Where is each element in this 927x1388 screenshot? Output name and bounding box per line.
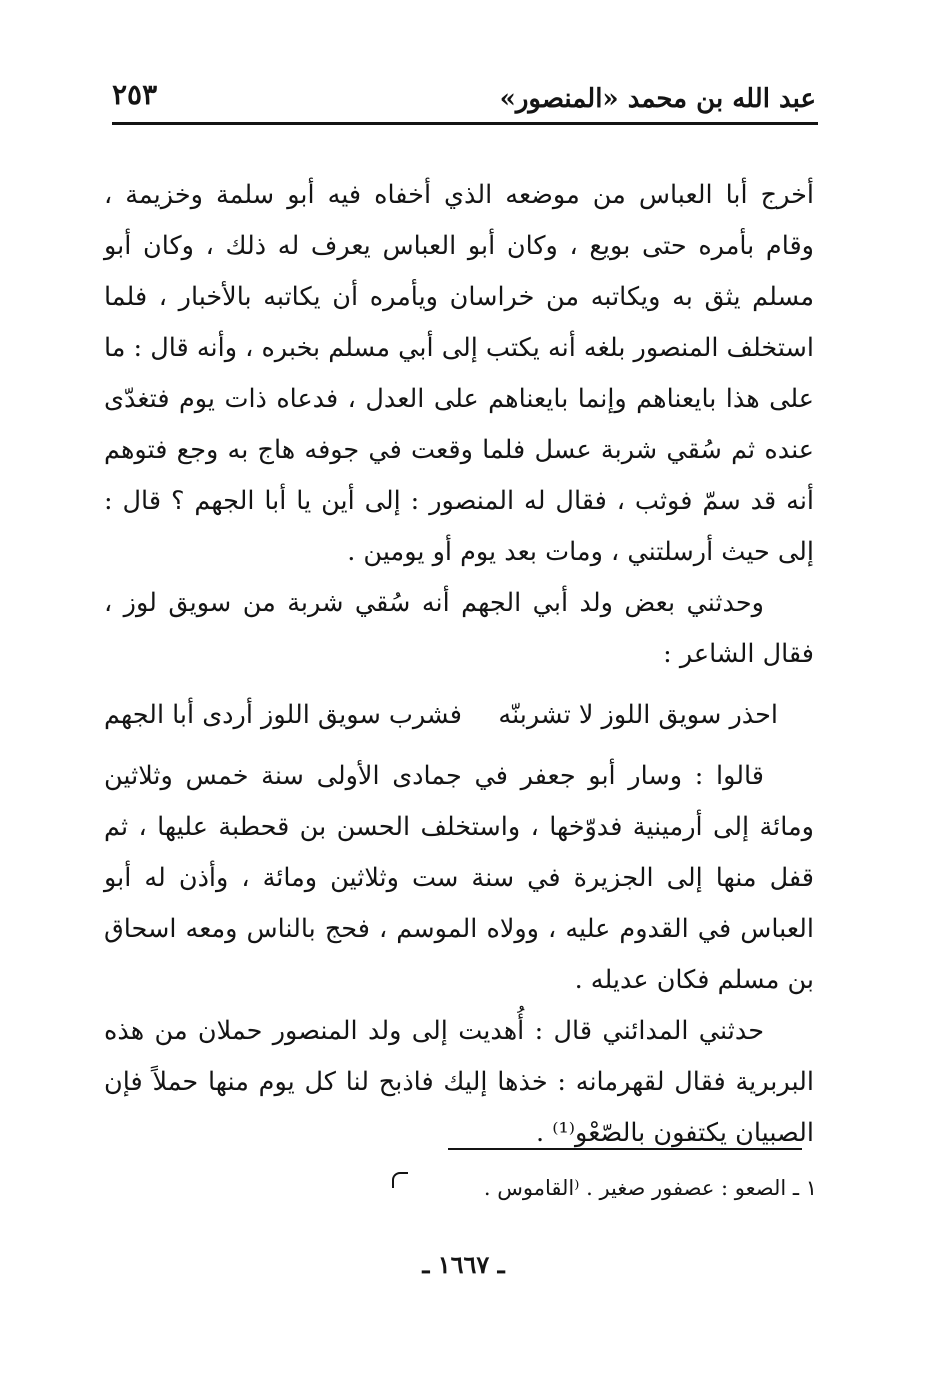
paragraph-3: قالوا : وسار أبو جعفر في جمادى الأولى سنة خمس وثلاثين ومائة إلى أرمينية فدوّخها ، واستخلف الحسن بن قحطبة عليها ، ثم قفل منها إلى الجزيرة في سنة ست وثلاثين ومائة ، وأذن له أبو العباس في القدوم عليه ، وولاه الموسم ، فحج بالناس ومعه اسحاق بن مسلم فكان عديله .	[104, 761, 814, 995]
verse-first-hemistich: احذر سويق اللوز لا تشربنّه	[498, 700, 778, 730]
footnote: ١ ـ الصعو : عصفور صغير . ⁽القاموس .	[483, 1176, 817, 1200]
page-number: ٢٥٣	[112, 78, 158, 111]
header-rule	[112, 122, 818, 125]
verse-second-hemistich: فشرب سويق اللوز أردى أبا الجهم	[104, 700, 462, 730]
bracket-mark-icon	[392, 1172, 408, 1188]
paragraph-2: وحدثني بعض ولد أبي الجهم أنه سُقي شربة من سويق لوز ، فقال الشاعر :	[104, 588, 814, 669]
running-head	[112, 78, 816, 122]
poem-verse	[104, 680, 814, 751]
paragraph-1: أخرج أبا العباس من موضعه الذي أخفاه فيه أبو سلمة وخزيمة ، وقام بأمره حتى بويع ، وكان أبو العباس يعرف له ذلك ، وكان أبو مسلم يثق به ويكاتبه من خراسان ويأمره أن يكاتبه بالأخبار ، فلما استخلف المنصور بلغه أنه يكتب إلى أبي مسلم بخبره ، وأنه قال : ما على هذا بايعناهم وإنما بايعناهم على العدل ، فدعاه ذات يوم فتغدّى عنده ثم سُقي شربة عسل فلما وقعت في جوفه هاج به وجع فتوهم أنه قد سمّ فوثب ، فقال له المنصور : إلى أين يا أبا الجهم ؟ قال : إلى حيث أرسلتني ، ومات بعد يوم أو يومين .	[104, 180, 814, 567]
bottom-page-number: ـ ١٦٦٧ ـ	[422, 1250, 505, 1279]
footnote-rule	[448, 1148, 802, 1150]
chapter-title: عبد الله بن محمد «المنصور»	[499, 84, 816, 114]
main-text	[104, 170, 814, 1159]
paragraph-4: حدثني المدائني قال : أُهديت إلى ولد المنصور حملان من هذه البربرية فقال لقهرمانه : خذها إليك فاذبح لنا كل يوم منها حملاً فإن الصبيان يكتفون بالصّعْو⁽¹⁾ .	[104, 1016, 814, 1148]
